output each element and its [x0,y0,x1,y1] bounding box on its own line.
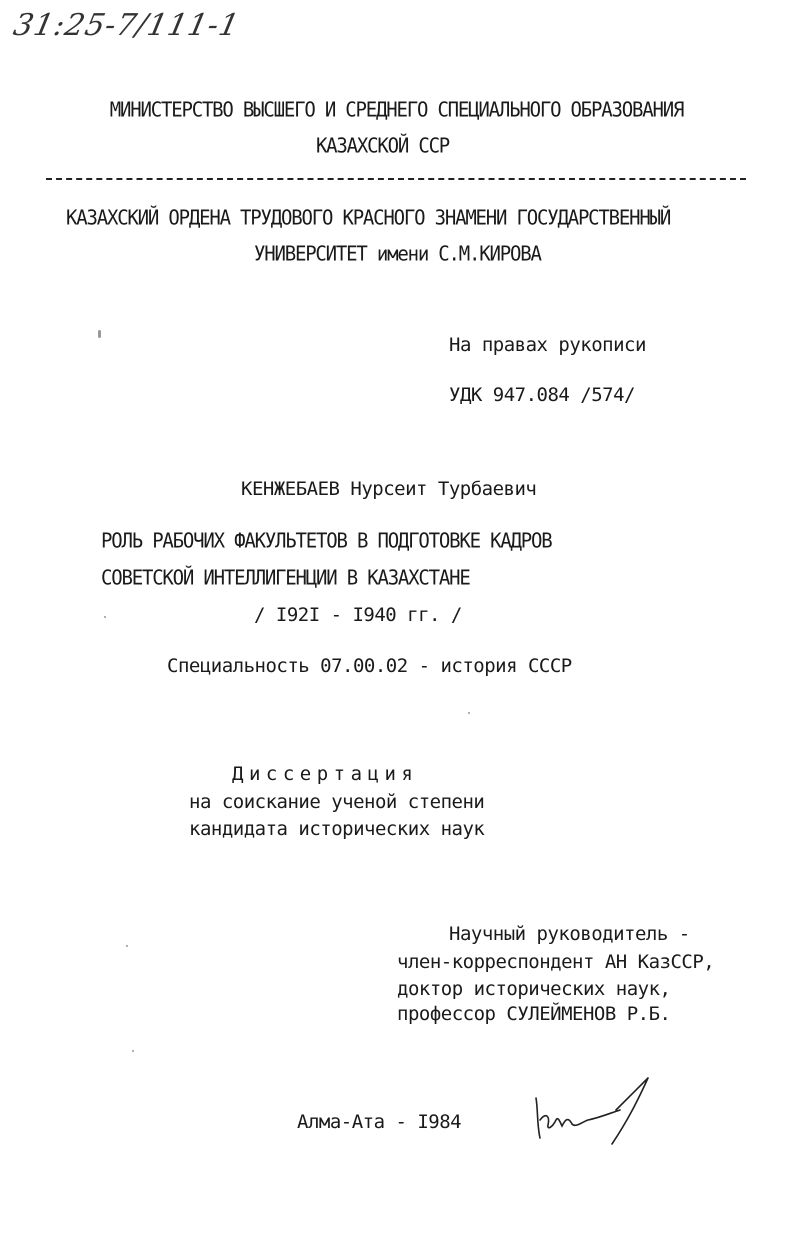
university-line-1: КАЗАХСКИЙ ОРДЕНА ТРУДОВОГО КРАСНОГО ЗНАМЕНИ ГОСУДАРСТВЕННЫЙ [66,206,671,230]
supervisor-line-1: Научный руководитель - [449,923,690,945]
scan-speck [132,1050,134,1052]
dissertation-line-2: кандидата исторических наук [189,818,485,840]
university-line-2: УНИВЕРСИТЕТ имени С.М.КИРОВА [254,242,541,266]
scan-speck [98,330,101,338]
title-years: / I92I - I940 гг. / [254,604,462,626]
scan-speck [468,712,470,714]
dashed-divider [46,178,746,184]
supervisor-line-4: профессор СУЛЕЙМЕНОВ Р.Б. [397,1003,671,1025]
title-line-1: РОЛЬ РАБОЧИХ ФАКУЛЬТЕТОВ В ПОДГОТОВКЕ КАДРОВ [101,529,552,553]
ministry-line-1: МИНИСТЕРСТВО ВЫСШЕГО И СРЕДНЕГО СПЕЦИАЛЬНОГО ОБРАЗОВАНИЯ [109,98,684,122]
supervisor-line-3: доктор исторических наук, [397,978,671,1000]
place-and-year: Алма-Ата - I984 [297,1111,462,1133]
scan-speck [126,945,128,947]
author-name: КЕНЖЕБАЕВ Нурсеит Турбаевич [241,478,537,500]
handwritten-archive-number: 31:25-7/111-1 [10,8,244,43]
manuscript-rights: На правах рукописи [449,334,646,356]
signature-icon [528,1070,658,1150]
scan-speck [104,616,106,618]
ministry-line-2: КАЗАХСКОЙ ССР [315,134,450,158]
title-line-2: СОВЕТСКОЙ ИНТЕЛЛИГЕНЦИИ В КАЗАХСТАНЕ [101,566,470,590]
dissertation-label: Диссертация [232,763,419,785]
supervisor-line-2: член-корреспондент АН КазССР, [397,951,715,973]
dissertation-line-1: на соискание ученой степени [189,791,485,813]
udc-code: УДК 947.084 /574/ [449,384,635,406]
specialty: Специальность 07.00.02 - история СССР [167,655,572,677]
